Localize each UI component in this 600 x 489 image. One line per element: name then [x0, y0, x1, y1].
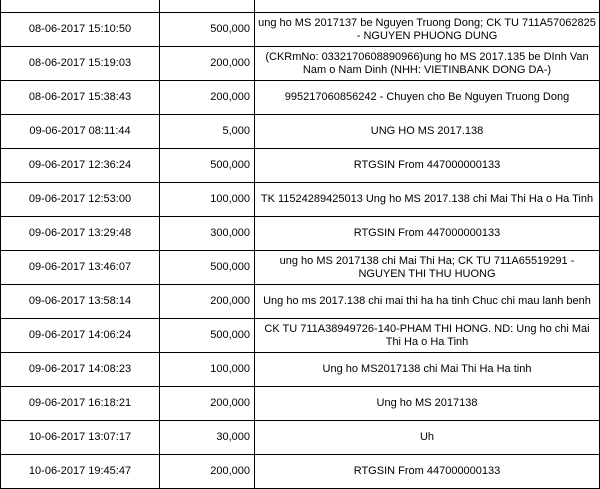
date-cell: 10-06-2017 13:07:17: [1, 421, 160, 455]
table-row: [1, 0, 600, 13]
table-row: [1, 217, 600, 251]
description-cell: Ung ho ms 2017.138 chi mai thi ha ha tinh Chuc chi mau lanh benh: [255, 285, 600, 319]
amount-cell: 100,000: [160, 183, 255, 217]
date-cell: 09-06-2017 13:29:48: [1, 217, 160, 251]
table-row: [1, 251, 600, 285]
amount-cell: 30,000: [160, 421, 255, 455]
table-row: [1, 455, 600, 489]
table-row: [1, 13, 600, 47]
description-cell: CK TU 711A38949726-140-PHAM THI HONG. ND: Ung ho chi Mai Thi Ha o Ha Tinh: [255, 319, 600, 353]
amount-cell: [160, 0, 255, 13]
description-cell: (CKRmNo: 0332170608890966)ung ho MS 2017.135 be DInh Van Nam o Nam Dinh (NHH: VIETINBANK DONG DA-): [255, 47, 600, 81]
table-row: [1, 387, 600, 421]
table-row: [1, 285, 600, 319]
date-cell: [1, 0, 160, 13]
description-cell: 995217060856242 - Chuyen cho Be Nguyen Truong Dong: [255, 81, 600, 115]
amount-cell: 200,000: [160, 81, 255, 115]
amount-cell: 5,000: [160, 115, 255, 149]
table-row: [1, 81, 600, 115]
amount-cell: 200,000: [160, 455, 255, 489]
amount-cell: 500,000: [160, 13, 255, 47]
date-cell: 10-06-2017 19:45:47: [1, 455, 160, 489]
date-cell: 09-06-2017 12:53:00: [1, 183, 160, 217]
table-row: [1, 115, 600, 149]
date-cell: 09-06-2017 13:46:07: [1, 251, 160, 285]
table-row: [1, 47, 600, 81]
description-cell: TK 11524289425013 Ung ho MS 2017.138 chi Mai Thi Ha o Ha Tinh: [255, 183, 600, 217]
date-cell: 09-06-2017 14:06:24: [1, 319, 160, 353]
table-row: [1, 183, 600, 217]
amount-cell: 500,000: [160, 319, 255, 353]
description-cell: Ung ho MS2017138 chi Mai Thi Ha Ha tinh: [255, 353, 600, 387]
amount-cell: 200,000: [160, 285, 255, 319]
table-row: [1, 353, 600, 387]
amount-cell: 500,000: [160, 251, 255, 285]
description-cell: ung ho MS 2017137 be Nguyen Truong Dong; CK TU 711A57062825 - NGUYEN PHUONG DUNG: [255, 13, 600, 47]
date-cell: 09-06-2017 08:11:44: [1, 115, 160, 149]
amount-cell: 100,000: [160, 353, 255, 387]
table-row: [1, 319, 600, 353]
description-cell: RTGSIN From 447000000133: [255, 217, 600, 251]
amount-cell: 500,000: [160, 149, 255, 183]
description-cell: RTGSIN From 447000000133: [255, 455, 600, 489]
date-cell: 09-06-2017 16:18:21: [1, 387, 160, 421]
description-cell: UNG HO MS 2017.138: [255, 115, 600, 149]
description-cell: ung ho MS 2017138 chi Mai Thi Ha; CK TU 711A65519291 - NGUYEN THI THU HUONG: [255, 251, 600, 285]
date-cell: 08-06-2017 15:10:50: [1, 13, 160, 47]
date-cell: 09-06-2017 14:08:23: [1, 353, 160, 387]
amount-cell: 200,000: [160, 47, 255, 81]
table-row: [1, 149, 600, 183]
amount-cell: 200,000: [160, 387, 255, 421]
table-row: [1, 421, 600, 455]
description-cell: RTGSIN From 447000000133: [255, 149, 600, 183]
date-cell: 08-06-2017 15:19:03: [1, 47, 160, 81]
date-cell: 09-06-2017 13:58:14: [1, 285, 160, 319]
description-cell: Uh: [255, 421, 600, 455]
amount-cell: 300,000: [160, 217, 255, 251]
description-cell: Ung ho MS 2017138: [255, 387, 600, 421]
date-cell: 08-06-2017 15:38:43: [1, 81, 160, 115]
description-cell: [255, 0, 600, 13]
date-cell: 09-06-2017 12:36:24: [1, 149, 160, 183]
